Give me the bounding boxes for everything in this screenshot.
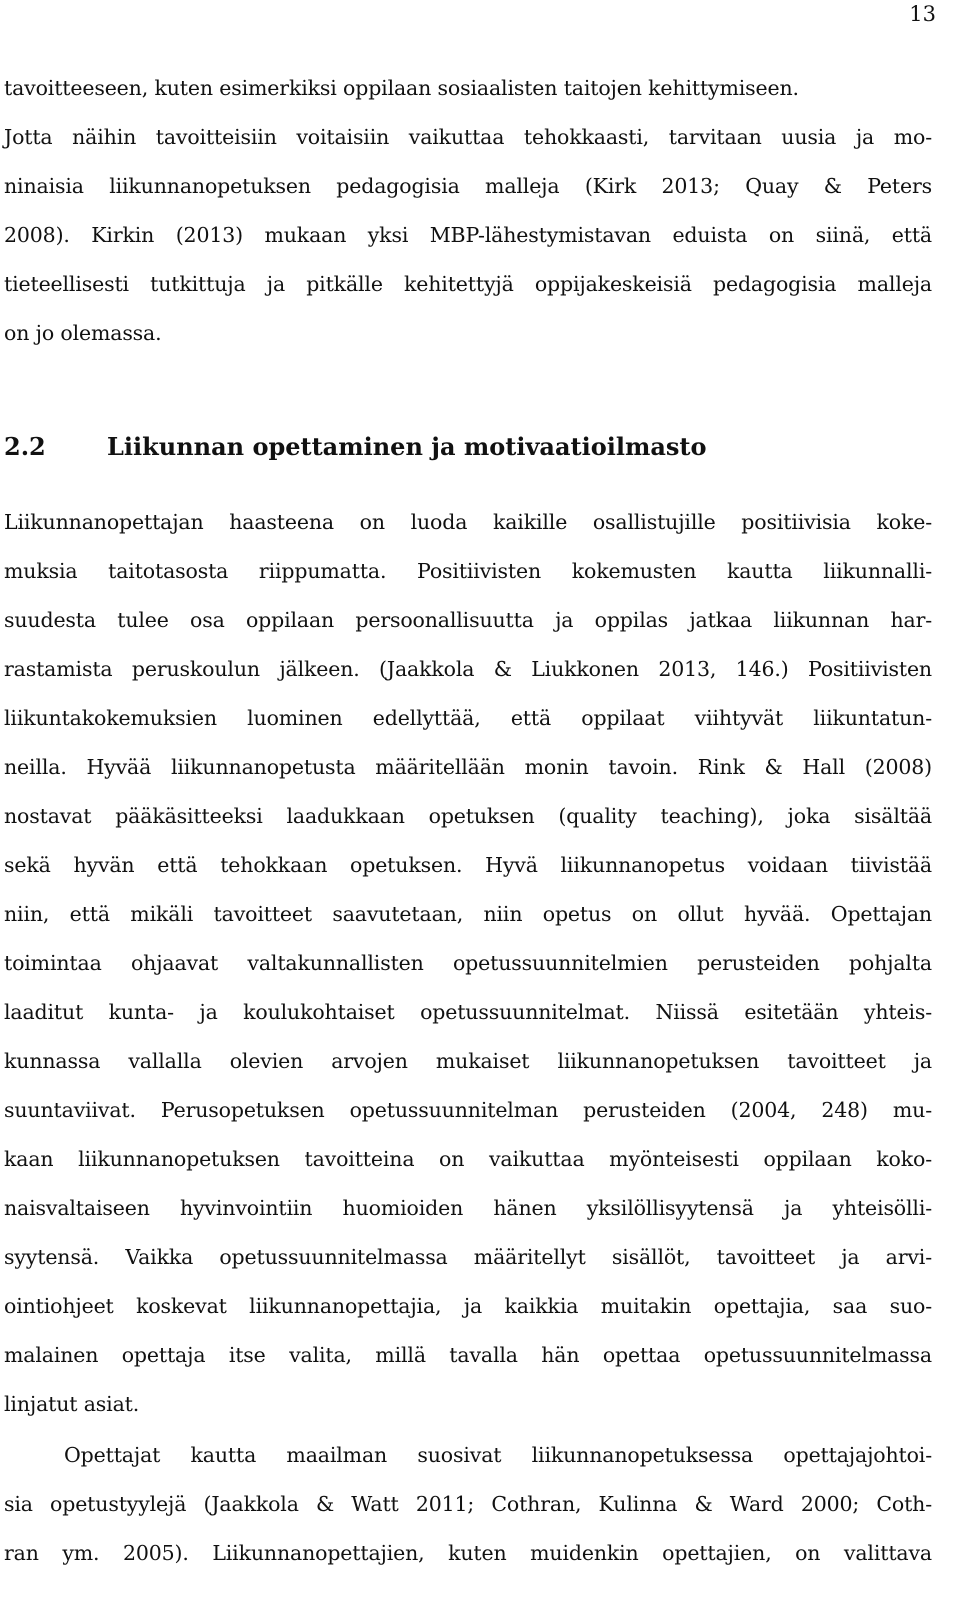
paragraph-2-line: neilla. Hyvää liikunnanopetusta määritellään monin tavoin. Rink & Hall (2008) bbox=[4, 755, 932, 779]
paragraph-2-line: suuntaviivat. Perusopetuksen opetussuunnitelman perusteiden (2004, 248) mu- bbox=[4, 1098, 932, 1122]
paragraph-2-line: naisvaltaiseen hyvinvointiin huomioiden hänen yksilöllisyytensä ja yhteisölli- bbox=[4, 1196, 932, 1220]
paragraph-2-line: muksia taitotasosta riippumatta. Positiivisten kokemusten kautta liikunnalli- bbox=[4, 559, 932, 583]
section-number: 2.2 bbox=[4, 432, 46, 461]
paragraph-2-line: liikuntakokemuksien luominen edellyttää, että oppilaat viihtyvät liikuntatun- bbox=[4, 706, 932, 730]
paragraph-2-line: suudesta tulee osa oppilaan persoonallisuutta ja oppilas jatkaa liikunnan har- bbox=[4, 608, 932, 632]
paragraph-1 bbox=[4, 64, 932, 358]
paragraph-2-line: syytensä. Vaikka opetussuunnitelmassa määritellyt sisällöt, tavoitteet ja arvi- bbox=[4, 1245, 932, 1269]
paragraph-1-line: tavoitteeseen, kuten esimerkiksi oppilaan sosiaalisten taitojen kehittymiseen. bbox=[4, 76, 799, 100]
paragraph-2-line: malainen opettaja itse valita, millä tavalla hän opettaa opetussuunnitelmassa bbox=[4, 1343, 932, 1367]
paragraph-2-line: ointiohjeet koskevat liikunnanopettajia, ja kaikkia muitakin opettajia, saa suo- bbox=[4, 1294, 932, 1318]
paragraph-2-line: Liikunnanopettajan haasteena on luoda kaikille osallistujille positiivisia koke- bbox=[4, 510, 932, 534]
paragraph-2-line: niin, että mikäli tavoitteet saavutetaan, niin opetus on ollut hyvää. Opettajan bbox=[4, 902, 932, 926]
paragraph-2-line: nostavat pääkäsitteeksi laadukkaan opetuksen (quality teaching), joka sisältää bbox=[4, 804, 932, 828]
paragraph-1-line: ninaisia liikunnanopetuksen pedagogisia malleja (Kirk 2013; Quay & Peters bbox=[4, 174, 932, 198]
section-title: Liikunnan opettaminen ja motivaatioilmasto bbox=[107, 432, 707, 461]
paragraph-1-line: tieteellisesti tutkittuja ja pitkälle kehitettyjä oppijakeskeisiä pedagogisia malleja bbox=[4, 272, 932, 296]
paragraph-2-line: kaan liikunnanopetuksen tavoitteina on vaikuttaa myönteisesti oppilaan koko- bbox=[4, 1147, 932, 1171]
paragraph-2-line: kunnassa vallalla olevien arvojen mukaiset liikunnanopetuksen tavoitteet ja bbox=[4, 1049, 932, 1073]
paragraph-2-line: sekä hyvän että tehokkaan opetuksen. Hyvä liikunnanopetus voidaan tiivistää bbox=[4, 853, 932, 877]
paragraph-2-line: rastamista peruskoulun jälkeen. (Jaakkola & Liukkonen 2013, 146.) Positiivisten bbox=[4, 657, 932, 681]
paragraph-3 bbox=[4, 1431, 932, 1578]
paragraph-2 bbox=[4, 498, 932, 1429]
paragraph-2-line: linjatut asiat. bbox=[4, 1392, 140, 1416]
paragraph-3-line: sia opetustyylejä (Jaakkola & Watt 2011; Cothran, Kulinna & Ward 2000; Coth- bbox=[4, 1492, 932, 1516]
paragraph-1-line: 2008). Kirkin (2013) mukaan yksi MBP-lähestymistavan eduista on siinä, että bbox=[4, 223, 932, 247]
section-heading bbox=[4, 422, 707, 472]
paragraph-2-line: toimintaa ohjaavat valtakunnallisten opetussuunnitelmien perusteiden pohjalta bbox=[4, 951, 932, 975]
paragraph-1-line: Jotta näihin tavoitteisiin voitaisiin vaikuttaa tehokkaasti, tarvitaan uusia ja mo- bbox=[4, 125, 932, 149]
paragraph-2-line: laaditut kunta- ja koulukohtaiset opetussuunnitelmat. Niissä esitetään yhteis- bbox=[4, 1000, 932, 1024]
paragraph-1-line: on jo olemassa. bbox=[4, 321, 162, 345]
page-number: 13 bbox=[909, 2, 936, 26]
paragraph-3-line: ran ym. 2005). Liikunnanopettajien, kuten muidenkin opettajien, on valittava bbox=[4, 1541, 932, 1565]
paragraph-3-line: Opettajat kautta maailman suosivat liikunnanopetuksessa opettajajohtoi- bbox=[64, 1443, 932, 1467]
